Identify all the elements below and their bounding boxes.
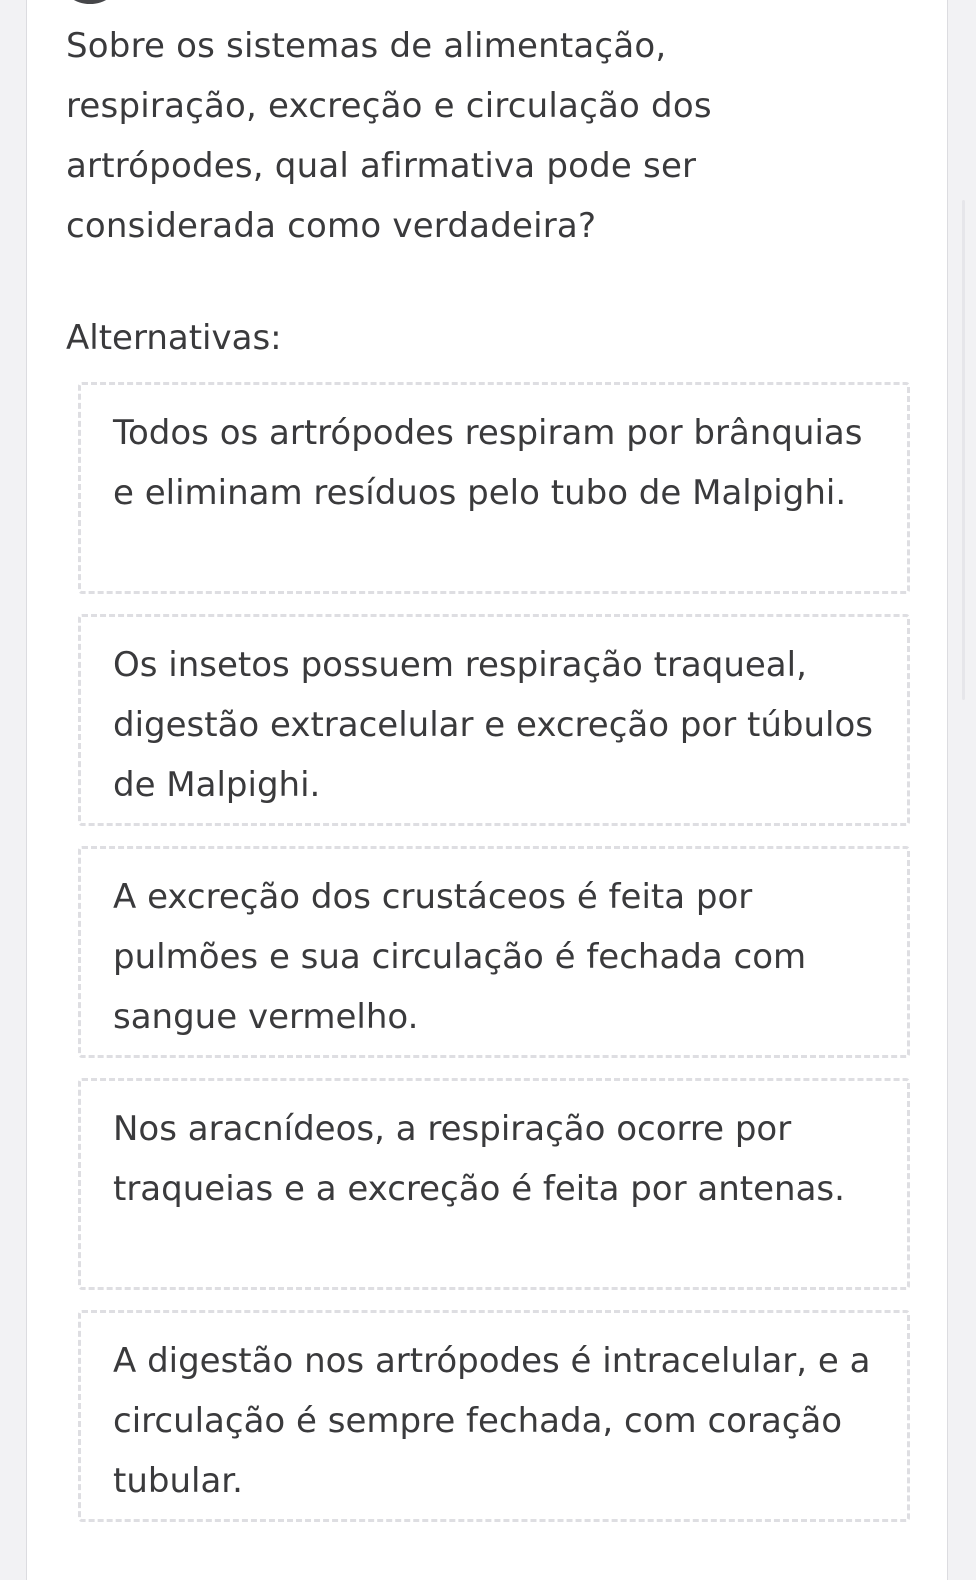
alternative-text: Nos aracnídeos, a respiração ocorre por traqueias e a excreção é feita por antenas.: [113, 1109, 845, 1209]
alternative-text: A digestão nos artrópodes é intracelular, e a circulação é sempre fechada, com coração tubular.: [113, 1341, 871, 1501]
alternatives-list: [78, 382, 910, 1542]
alternative-text: Todos os artrópodes respiram por brânquias e eliminam resíduos pelo tubo de Malpighi.: [113, 413, 863, 513]
alternative-option[interactable]: [78, 614, 910, 826]
scrollbar[interactable]: [962, 200, 965, 700]
alternative-text: A excreção dos crustáceos é feita por pulmões e sua circulação é fechada com sangue vermelho.: [113, 877, 807, 1037]
alternative-option[interactable]: [78, 1310, 910, 1522]
alternative-option[interactable]: [78, 846, 910, 1058]
alternative-option[interactable]: [78, 382, 910, 594]
question-text: Sobre os sistemas de alimentação, respiração, excreção e circulação dos artrópodes, qual afirmativa pode ser considerada como verdadeira?: [66, 26, 712, 246]
alternative-text: Os insetos possuem respiração traqueal, digestão extracelular e excreção por túbulos de Malpighi.: [113, 645, 873, 805]
alternatives-label: Alternativas:: [66, 318, 282, 358]
alternative-option[interactable]: [78, 1078, 910, 1290]
